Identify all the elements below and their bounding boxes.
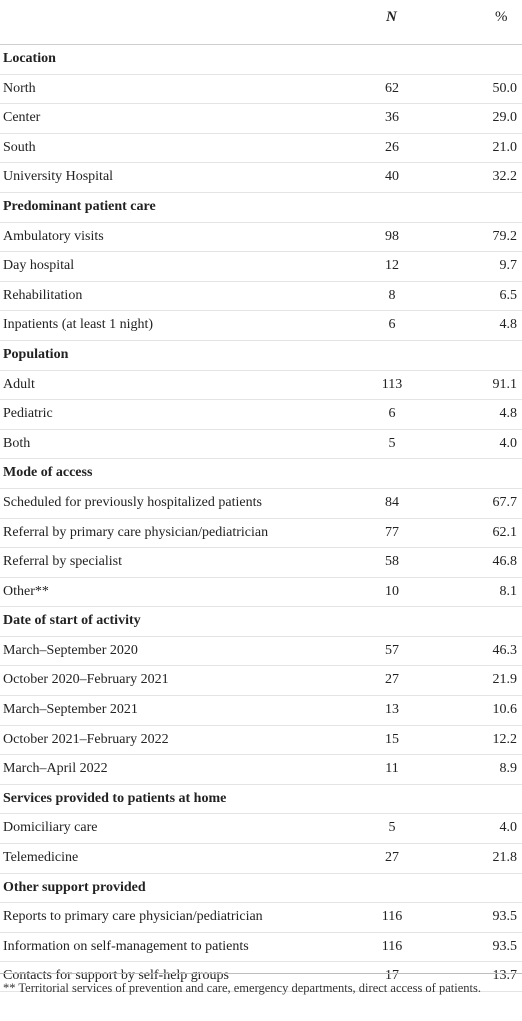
table-row <box>0 223 522 253</box>
table-row <box>0 814 522 844</box>
count-cell: 8 <box>388 287 396 303</box>
row-label: South <box>3 139 36 155</box>
percent-cell: 8.9 <box>499 761 517 777</box>
row-label: North <box>3 80 36 96</box>
count-cell: 116 <box>381 909 403 925</box>
count-cell: 17 <box>385 968 399 984</box>
percent-cell: 67.7 <box>492 494 517 510</box>
table-row <box>0 578 522 608</box>
footnote: ** Territorial services of prevention and care, emergency departments, direct access of patients. <box>3 981 481 995</box>
count-cell: 58 <box>385 554 399 570</box>
row-label: Inpatients (at least 1 night) <box>3 317 154 333</box>
row-label: Referral by primary care physician/pediatrician <box>3 524 269 540</box>
section-label: Location <box>3 51 56 66</box>
row-label: Domiciliary care <box>3 820 98 836</box>
percent-cell: 32.2 <box>492 169 517 185</box>
row-label: Other** <box>3 583 49 599</box>
table-row <box>0 75 522 105</box>
row-label: Referral by specialist <box>3 554 122 570</box>
percent-cell: 91.1 <box>492 376 517 392</box>
count-cell: 13 <box>385 702 399 718</box>
percent-cell: 46.8 <box>492 554 517 570</box>
table-row <box>0 755 522 785</box>
row-label: Contacts for support by self-help groups <box>3 968 229 984</box>
row-label: Center <box>3 110 41 126</box>
table-row <box>0 519 522 549</box>
percent-cell: 10.6 <box>492 702 517 718</box>
percent-cell: 93.5 <box>492 938 517 954</box>
percent-cell: 79.2 <box>492 228 517 244</box>
percent-cell: 46.3 <box>492 642 517 658</box>
table-row <box>0 696 522 726</box>
row-label: March–September 2021 <box>3 702 138 718</box>
percent-cell: 6.5 <box>499 287 517 303</box>
count-cell: 6 <box>388 317 396 333</box>
table-row <box>0 252 522 282</box>
percent-cell: 21.9 <box>492 672 517 688</box>
section-header-row <box>0 341 522 371</box>
table-row <box>0 548 522 578</box>
section-label: Population <box>3 346 69 362</box>
count-cell: 15 <box>385 731 399 747</box>
percent-cell: 9.7 <box>499 258 517 274</box>
row-label: Day hospital <box>3 258 75 274</box>
table-row <box>0 903 522 933</box>
row-label: Pediatric <box>3 406 53 422</box>
percent-cell: 4.0 <box>499 820 517 836</box>
table-row <box>0 489 522 519</box>
count-cell: 12 <box>385 258 399 274</box>
count-cell: 84 <box>385 494 399 510</box>
percent-cell: 29.0 <box>492 110 517 126</box>
table-header <box>0 0 522 45</box>
count-cell: 26 <box>385 139 399 155</box>
count-cell: 36 <box>385 110 399 126</box>
section-header-row <box>0 45 522 75</box>
percent-cell: 12.2 <box>492 731 517 747</box>
section-label: Date of start of activity <box>3 613 141 629</box>
table-row <box>0 637 522 667</box>
percent-cell: 21.0 <box>492 139 517 155</box>
count-cell: 77 <box>385 524 399 540</box>
row-label: Telemedicine <box>3 850 79 866</box>
row-label: Rehabilitation <box>3 287 83 303</box>
table-row <box>0 134 522 164</box>
percent-cell: 93.5 <box>492 909 517 925</box>
section-label: Mode of access <box>3 465 93 481</box>
table-row <box>0 933 522 963</box>
row-label: Both <box>3 435 31 451</box>
row-label: March–April 2022 <box>3 761 108 777</box>
row-label: University Hospital <box>3 169 114 185</box>
count-cell: 6 <box>388 406 396 422</box>
section-label: Services provided to patients at home <box>3 790 227 806</box>
count-cell: 57 <box>385 642 399 658</box>
table-row <box>0 430 522 460</box>
percent-cell: 62.1 <box>492 524 517 540</box>
footnote-divider <box>0 973 522 974</box>
section-label: Other support provided <box>3 879 146 895</box>
section-header-row <box>0 607 522 637</box>
count-cell: 27 <box>385 850 399 866</box>
row-label: Adult <box>3 376 35 392</box>
table-row <box>0 104 522 134</box>
row-label: October 2020–February 2021 <box>3 672 169 688</box>
row-label: Ambulatory visits <box>3 228 104 244</box>
count-cell: 5 <box>388 820 396 836</box>
count-cell: 10 <box>385 583 399 599</box>
table-row <box>0 282 522 312</box>
row-label: Scheduled for previously hospitalized patients <box>3 494 262 510</box>
table-row <box>0 371 522 401</box>
section-header-row <box>0 459 522 489</box>
count-cell: 116 <box>381 938 403 954</box>
percent-cell: 50.0 <box>492 80 517 96</box>
count-cell: 27 <box>385 672 399 688</box>
table-row <box>0 311 522 341</box>
percent-cell: 8.1 <box>499 583 517 599</box>
column-header-n: N <box>386 9 397 25</box>
row-label: March–September 2020 <box>3 642 138 658</box>
table-row <box>0 726 522 756</box>
column-header-percent: % <box>495 9 508 25</box>
count-cell: 62 <box>385 80 399 96</box>
row-label: Information on self-management to patients <box>3 938 249 954</box>
count-cell: 5 <box>388 435 396 451</box>
table-body <box>0 45 522 992</box>
count-cell: 98 <box>385 228 399 244</box>
section-header-row <box>0 874 522 904</box>
table-row <box>0 844 522 874</box>
row-label: Reports to primary care physician/pediatrician <box>3 909 263 925</box>
count-cell: 113 <box>381 376 403 392</box>
section-label: Predominant patient care <box>3 198 156 214</box>
count-cell: 11 <box>385 761 399 777</box>
row-label: October 2021–February 2022 <box>3 731 169 747</box>
section-header-row <box>0 193 522 223</box>
table-row <box>0 400 522 430</box>
table-row <box>0 666 522 696</box>
percent-cell: 4.8 <box>499 406 517 422</box>
percent-cell: 4.8 <box>499 317 517 333</box>
table-row <box>0 163 522 193</box>
percent-cell: 4.0 <box>499 435 517 451</box>
percent-cell: 21.8 <box>492 850 517 866</box>
section-header-row <box>0 785 522 815</box>
percent-cell: 13.7 <box>492 968 517 984</box>
count-cell: 40 <box>385 169 399 185</box>
